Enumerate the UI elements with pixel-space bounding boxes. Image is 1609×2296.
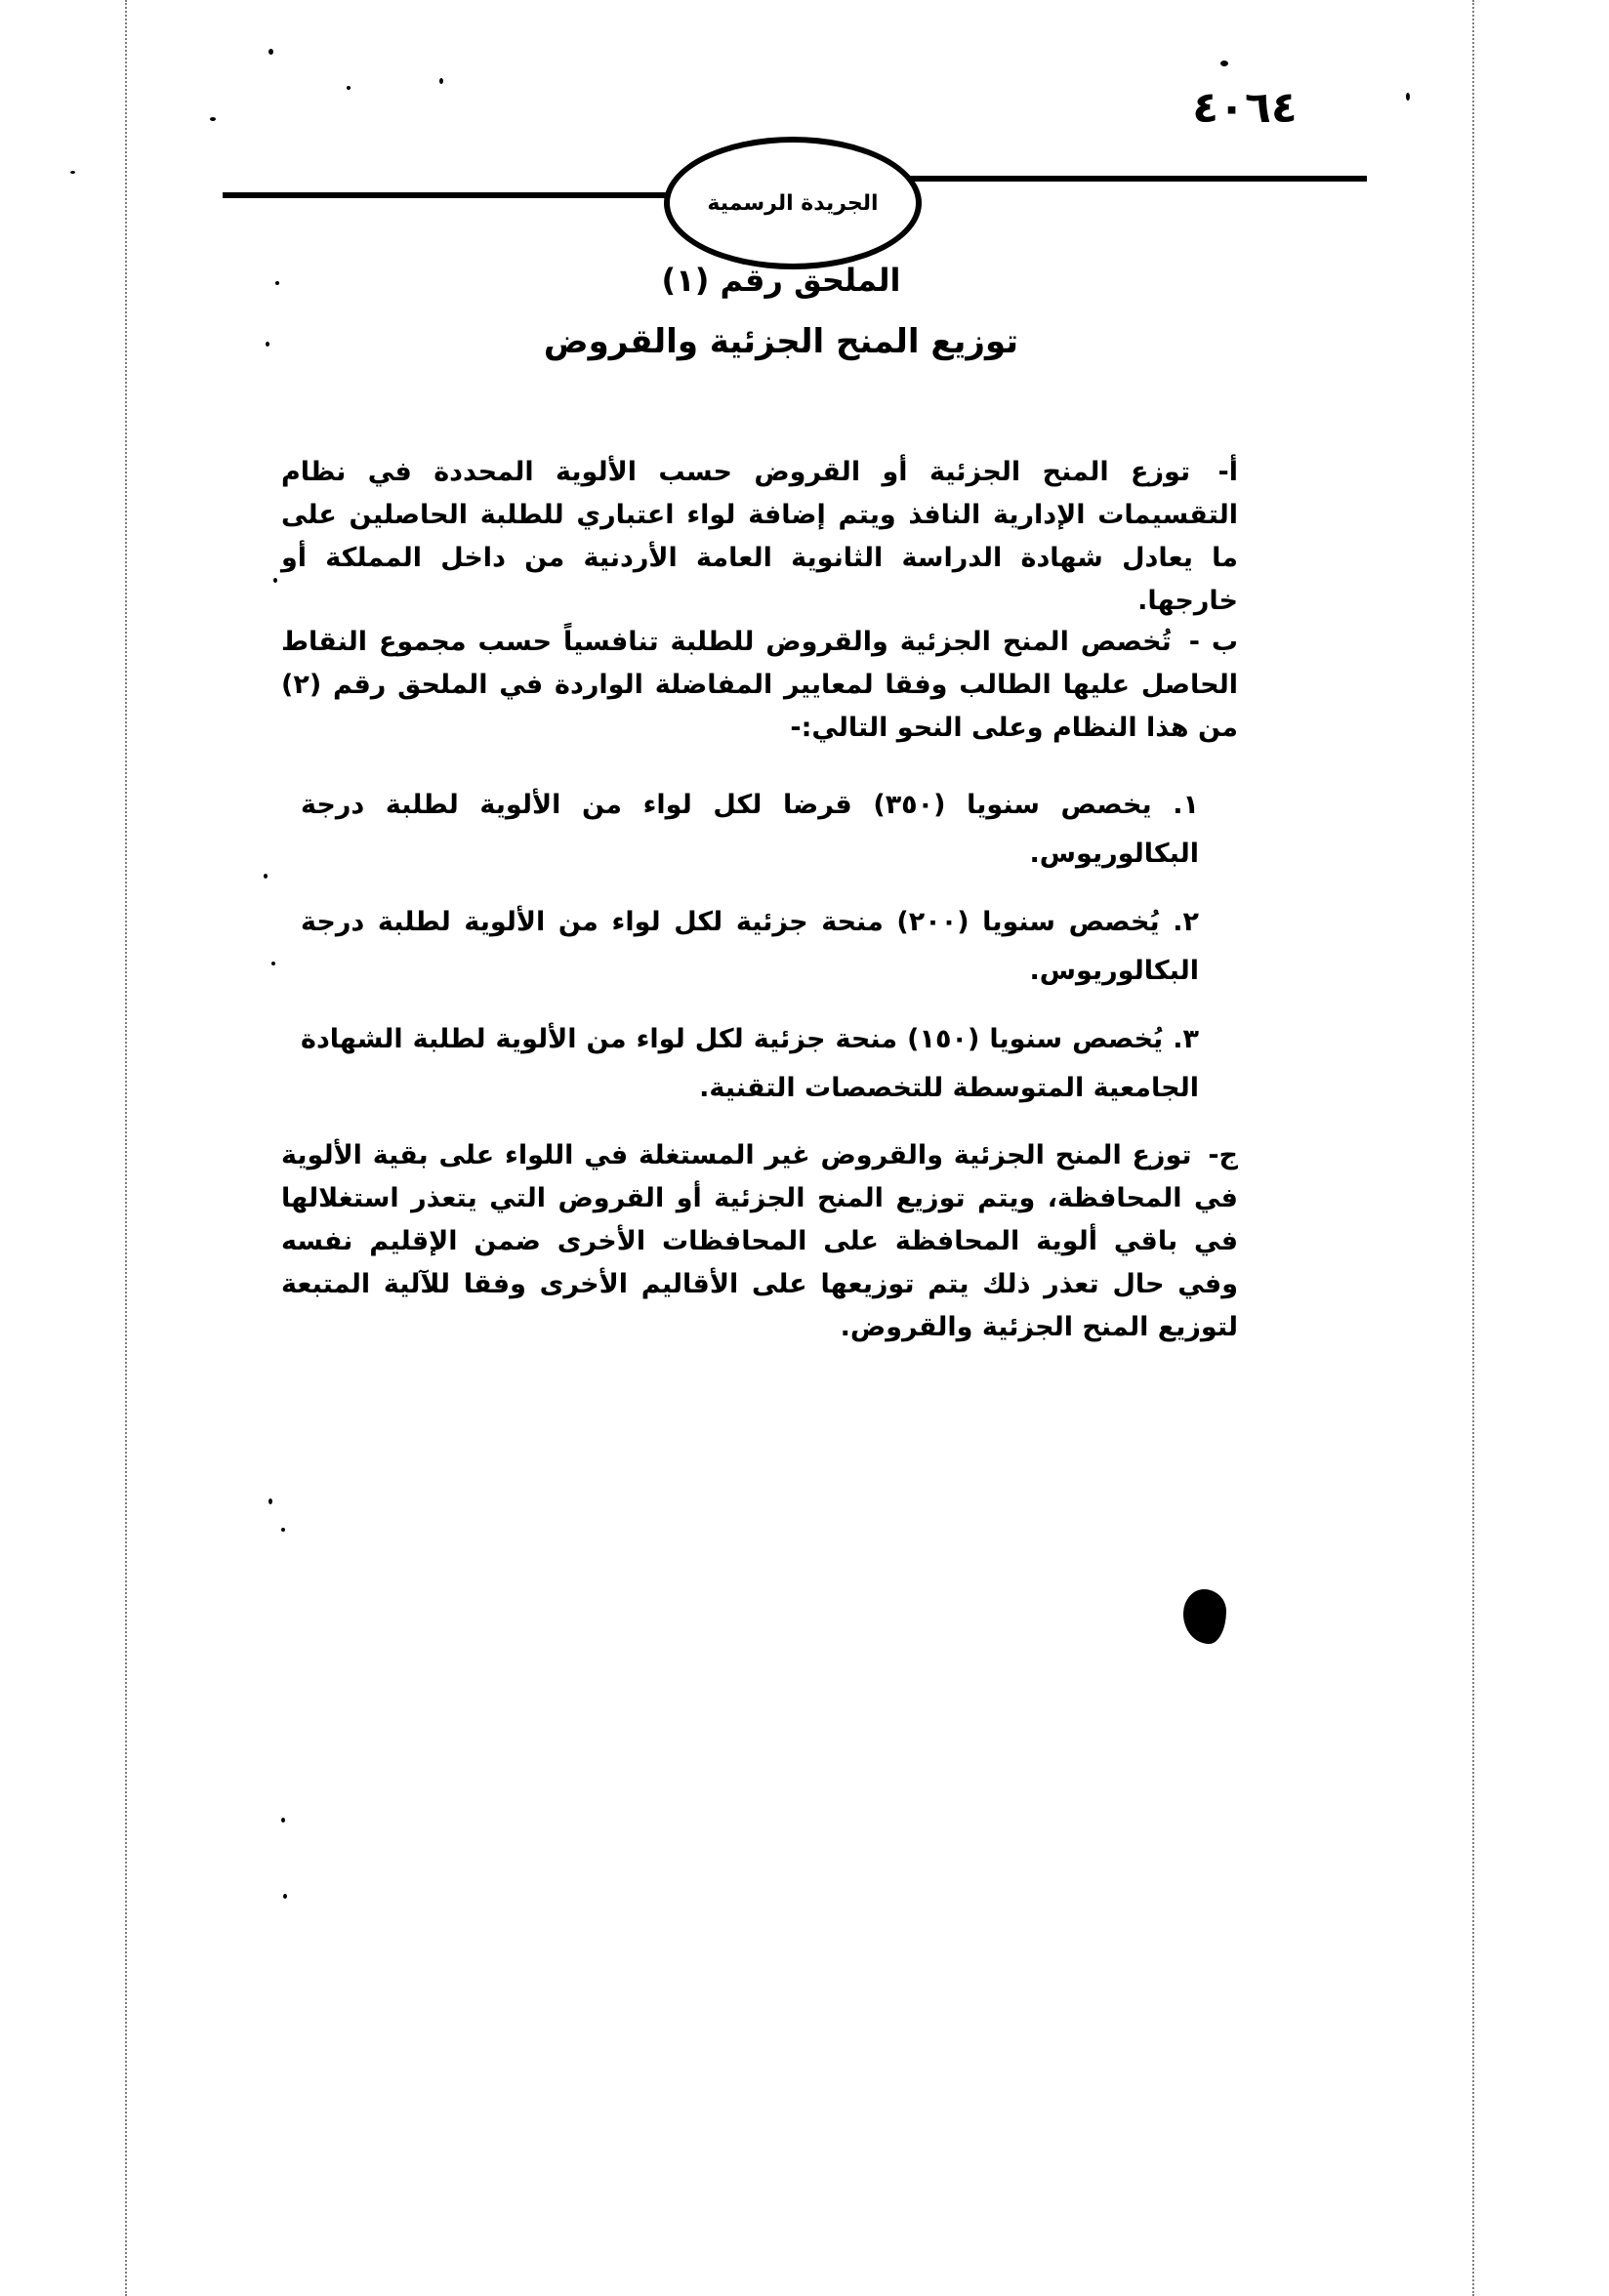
scan-speck	[264, 874, 268, 879]
scan-speck	[266, 342, 269, 347]
clause-marker: أ-	[1217, 457, 1239, 487]
sub-item-2	[301, 898, 1199, 996]
scan-speck	[268, 1498, 272, 1504]
clause-marker: ج-	[1208, 1140, 1239, 1170]
sub-item-text: يخصص سنويا (٣٥٠) قرضا لكل لواء من الألوية لطلبة درجة البكالوريوس.	[301, 790, 1199, 869]
clause-text: توزع المنح الجزئية أو القروض حسب الألوية المحددة في نظام التقسيمات الإدارية النافذ ويتم إضافة لواء اعتباري للطلبة الحاصلين على ما يعادل شهادة الدراسة الثانوية العامة الأردنية من داخل المملكة أو خارجها.	[281, 457, 1238, 616]
header-rule-left	[223, 192, 672, 198]
clause-marker: ب -	[1188, 627, 1238, 657]
scan-speck	[275, 281, 279, 285]
sub-item-text: يُخصص سنويا (١٥٠) منحة جزئية لكل لواء من الألوية لطلبة الشهادة الجامعية المتوسطة للتخصصات التقنية.	[301, 1024, 1199, 1103]
scan-speck	[281, 1528, 285, 1532]
gazette-masthead	[664, 137, 922, 269]
annex-title: الملحق رقم (١)	[661, 262, 901, 299]
scan-edge-left	[125, 0, 127, 2296]
ink-blot	[1183, 1589, 1226, 1644]
scan-speck	[271, 962, 275, 965]
clause-c	[281, 1134, 1238, 1349]
sub-item-marker: ٢.	[1173, 907, 1199, 937]
annex-subtitle: توزيع المنح الجزئية والقروض	[543, 322, 1019, 361]
scan-speck	[1406, 93, 1410, 101]
sub-item-marker: ١.	[1173, 790, 1199, 820]
scan-speck	[70, 171, 75, 174]
scan-speck	[347, 86, 351, 90]
scan-speck	[268, 49, 273, 55]
scan-speck	[281, 1818, 285, 1823]
gazette-name: الجريدة الرسمية	[707, 190, 879, 216]
clause-text: تُخصص المنح الجزئية والقروض للطلبة تنافسياً حسب مجموع النقاط الحاصل عليها الطالب وفقا لمعايير المفاضلة الواردة في الملحق رقم (٢) من هذا النظام وعلى النحو التالي:-	[281, 627, 1238, 743]
sub-item-1	[301, 781, 1199, 879]
scan-speck	[283, 1894, 287, 1899]
sub-item-marker: ٣.	[1173, 1024, 1199, 1054]
header-rule-right	[908, 176, 1367, 182]
scan-speck	[439, 78, 443, 84]
page-number: ٤٠٦٤	[1192, 83, 1298, 133]
scan-speck	[273, 578, 277, 583]
scan-speck	[210, 117, 216, 121]
scan-speck	[1220, 61, 1228, 66]
sub-item-text: يُخصص سنويا (٢٠٠) منحة جزئية لكل لواء من الألوية لطلبة درجة البكالوريوس.	[301, 907, 1199, 986]
sub-item-3	[301, 1015, 1199, 1113]
clause-text: توزع المنح الجزئية والقروض غير المستغلة في اللواء على بقية الألوية في المحافظة، ويتم توزيع المنح الجزئية أو القروض التي يتعذر استغلالها في باقي ألوية المحافظة على المحافظات الأخرى ضمن الإقليم نفسه وفي حال تعذر ذلك يتم توزيعها على الأقاليم الأخرى وفقا للآلية المتبعة لتوزيع المنح الجزئية والقروض.	[281, 1140, 1238, 1342]
clause-b	[281, 621, 1238, 750]
scan-edge-right	[1472, 0, 1474, 2296]
clause-a	[281, 451, 1238, 623]
